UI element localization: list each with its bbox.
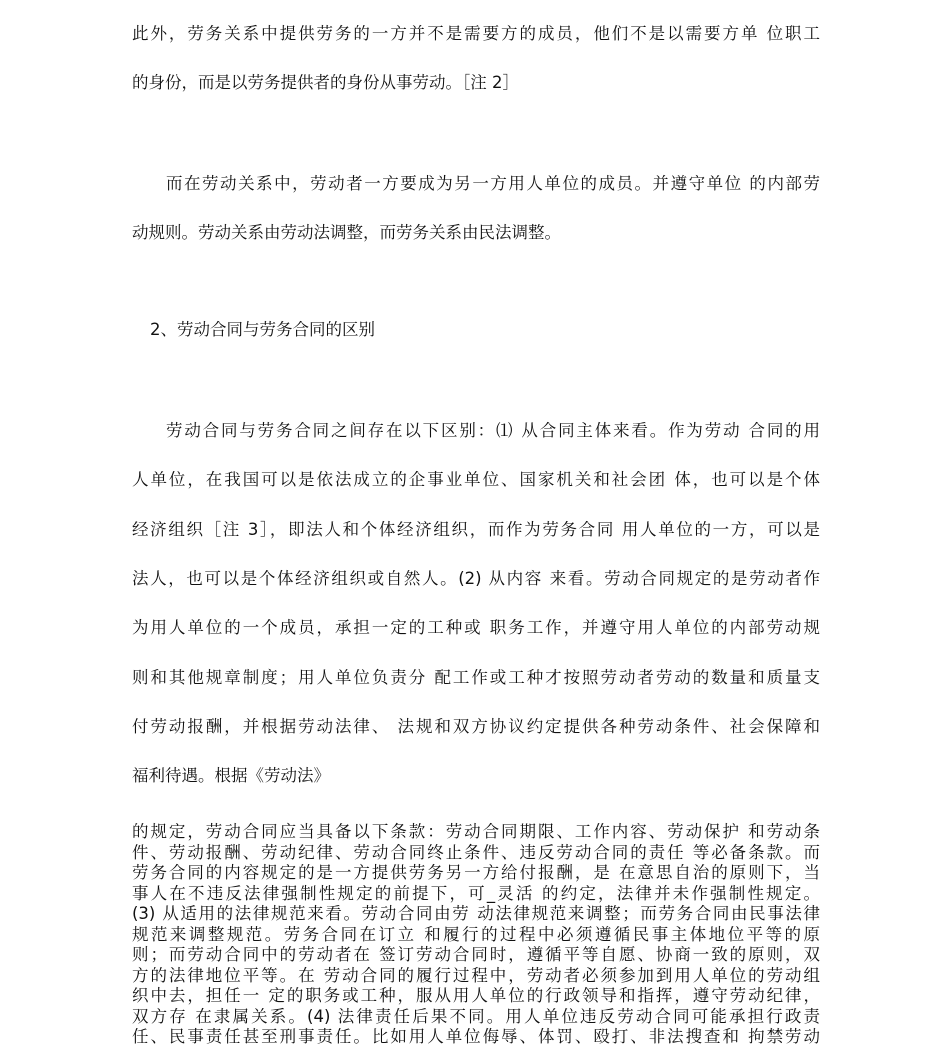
para1-line-1: 此外，劳务关系中提供劳务的一方并不是需要方的成员，他们不是以需要方单 位职工 — [132, 24, 820, 43]
para2-line-2: 动规则。劳动关系由劳动法调整，而劳务关系由民法调整。 — [132, 223, 561, 242]
para4-line-4: 事人在不违反法律强制性规定的前提下，可_灵活 的约定，法律并未作强制性规定。 — [132, 884, 820, 903]
para4-line-9: 织中去，担任一 定的职务或工种，服从用人单位的行政领导和指挥，遵守劳动纪律， — [132, 986, 820, 1005]
para3-line-8: 福利待遇。根据《劳动法》 — [132, 766, 330, 785]
para4-line-5: (3) 从适用的法律规范来看。劳动合同由劳 动法律规范来调整；而劳务合同由民事法律 — [132, 904, 820, 923]
para3-line-3: 经济组织［注 3］，即法人和个体经济组织，而作为劳务合同 用人单位的一方，可以是 — [132, 520, 820, 539]
para3-line-6: 则和其他规章制度；用人单位负责分 配工作或工种才按照劳动者劳动的数量和质量支 — [132, 668, 820, 687]
para4-line-11: 任、民事责任甚至刑事责任。比如用人单位侮辱、体罚、殴打、非法搜查和 拘禁劳动 — [132, 1027, 820, 1046]
para4-line-3: 劳务合同的内容规定的是一方提供劳务另一方给付报酬，是 在意思自治的原则下，当 — [132, 863, 820, 882]
para3-line-1: 劳动合同与劳务合同之间存在以下区别：⑴ 从合同主体来看。作为劳动 合同的用 — [166, 421, 820, 440]
para2-line-1: 而在劳动关系中，劳动者一方要成为另一方用人单位的成员。并遵守单位 的内部劳 — [166, 174, 820, 193]
para4-line-7: 则；而劳动合同中的劳动者在 签订劳动合同时，遵循平等自愿、协商一致的原则，双 — [132, 945, 820, 964]
para4-line-10: 双方存 在隶属关系。(4) 法律责任后果不同。用人单位违反劳动合同可能承担行政责 — [132, 1007, 820, 1026]
para4-line-6: 规范来调整规范。劳务合同在订立 和履行的过程中必须遵循民事主体地位平等的原 — [132, 925, 820, 944]
para3-line-5: 为用人单位的一个成员，承担一定的工种或 职务工作，并遵守用人单位的内部劳动规 — [132, 618, 820, 637]
para3-line-4: 法人，也可以是个体经济组织或自然人。(2) 从内容 来看。劳动合同规定的是劳动者作 — [132, 569, 820, 588]
para1-line-2: 的身份，而是以劳务提供者的身份从事劳动。［注 2］ — [132, 73, 519, 92]
para4-line-2: 件、劳动报酬、劳动纪律、劳动合同终止条件、违反劳动合同的责任 等必备条款。而 — [132, 843, 820, 862]
para4-line-8: 方的法律地位平等。在 劳动合同的履行过程中，劳动者必须参加到用人单位的劳动组 — [132, 966, 820, 985]
para3-line-2: 人单位，在我国可以是依法成立的企事业单位、国家机关和社会团 体，也可以是个体 — [132, 470, 820, 489]
section-heading: 2、劳动合同与劳务合同的区别 — [150, 320, 375, 339]
para4-line-1: 的规定，劳动合同应当具备以下条款：劳动合同期限、工作内容、劳动保护 和劳动条 — [132, 822, 820, 841]
para3-line-7: 付劳动报酬，并根据劳动法律、 法规和双方协议约定提供各种劳动条件、社会保障和 — [132, 717, 820, 736]
